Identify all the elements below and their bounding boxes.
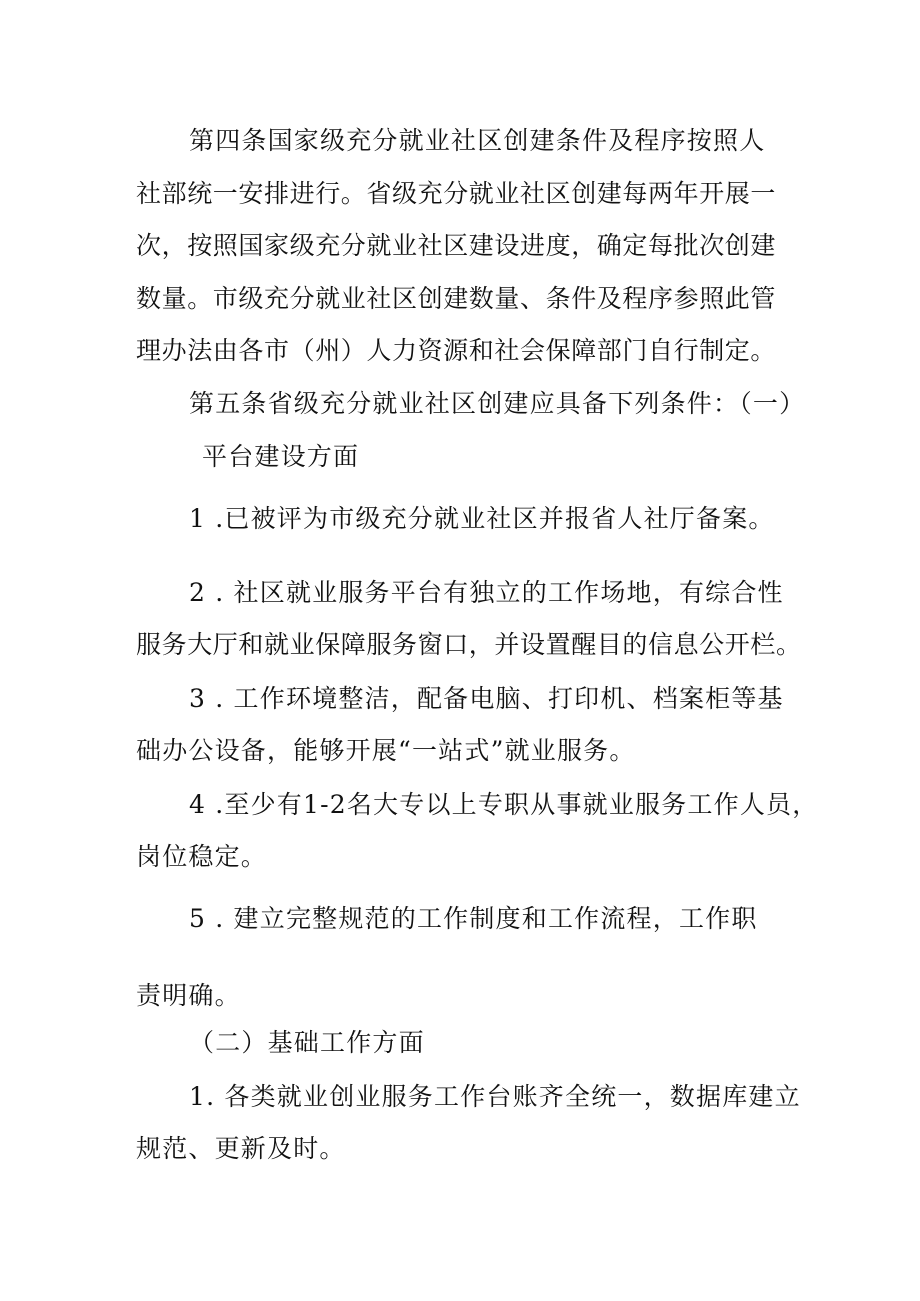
section1-item-1: 1 .已被评为市级充分就业社区并报省人社厅备案。 <box>189 504 775 533</box>
article4-line-1: 第四条国家级充分就业社区创建条件及程序按照人 <box>189 126 766 155</box>
section2-item-1-line-1: 1. 各类就业创业服务工作台账齐全统一，数据库建立 <box>189 1082 801 1111</box>
section2-heading: （二）基础工作方面 <box>189 1028 425 1057</box>
section1-item-4-line-2: 岗位稳定。 <box>136 842 268 871</box>
section1-item-5-line-2: 责明确。 <box>136 981 241 1010</box>
article4-line-2: 社部统一安排进行。省级充分就业社区创建每两年开展一 <box>136 179 777 208</box>
section1-item-2-line-1: 2 . 社区就业服务平台有独立的工作场地，有综合性 <box>189 578 784 607</box>
section1-item-3-line-2: 础办公设备，能够开展“一站式”就业服务。 <box>136 736 636 765</box>
section2-item-1-line-2: 规范、更新及时。 <box>136 1134 346 1163</box>
section1-heading: 平台建设方面 <box>202 442 360 471</box>
section1-item-4-line-1: 4 .至少有1-2名大专以上专职从事就业服务工作人员， <box>189 790 819 819</box>
article4-line-3: 次，按照国家级充分就业社区建设进度，确定每批次创建 <box>136 231 777 260</box>
section1-item-3-line-1: 3 . 工作环境整洁，配备电脑、打印机、档案柜等基 <box>189 684 784 713</box>
article5-line-1: 第五条省级充分就业社区创建应具备下列条件：（一） <box>189 389 806 418</box>
article4-line-4: 数量。市级充分就业社区创建数量、条件及程序参照此管 <box>136 284 777 313</box>
article4-line-5: 理办法由各市（州）人力资源和社会保障部门自行制定。 <box>136 336 777 365</box>
section1-item-2-line-2: 服务大厅和就业保障服务窗口，并设置醒目的信息公开栏。 <box>136 630 802 659</box>
section1-item-5-line-1: 5 . 建立完整规范的工作制度和工作流程，工作职 <box>189 904 758 933</box>
